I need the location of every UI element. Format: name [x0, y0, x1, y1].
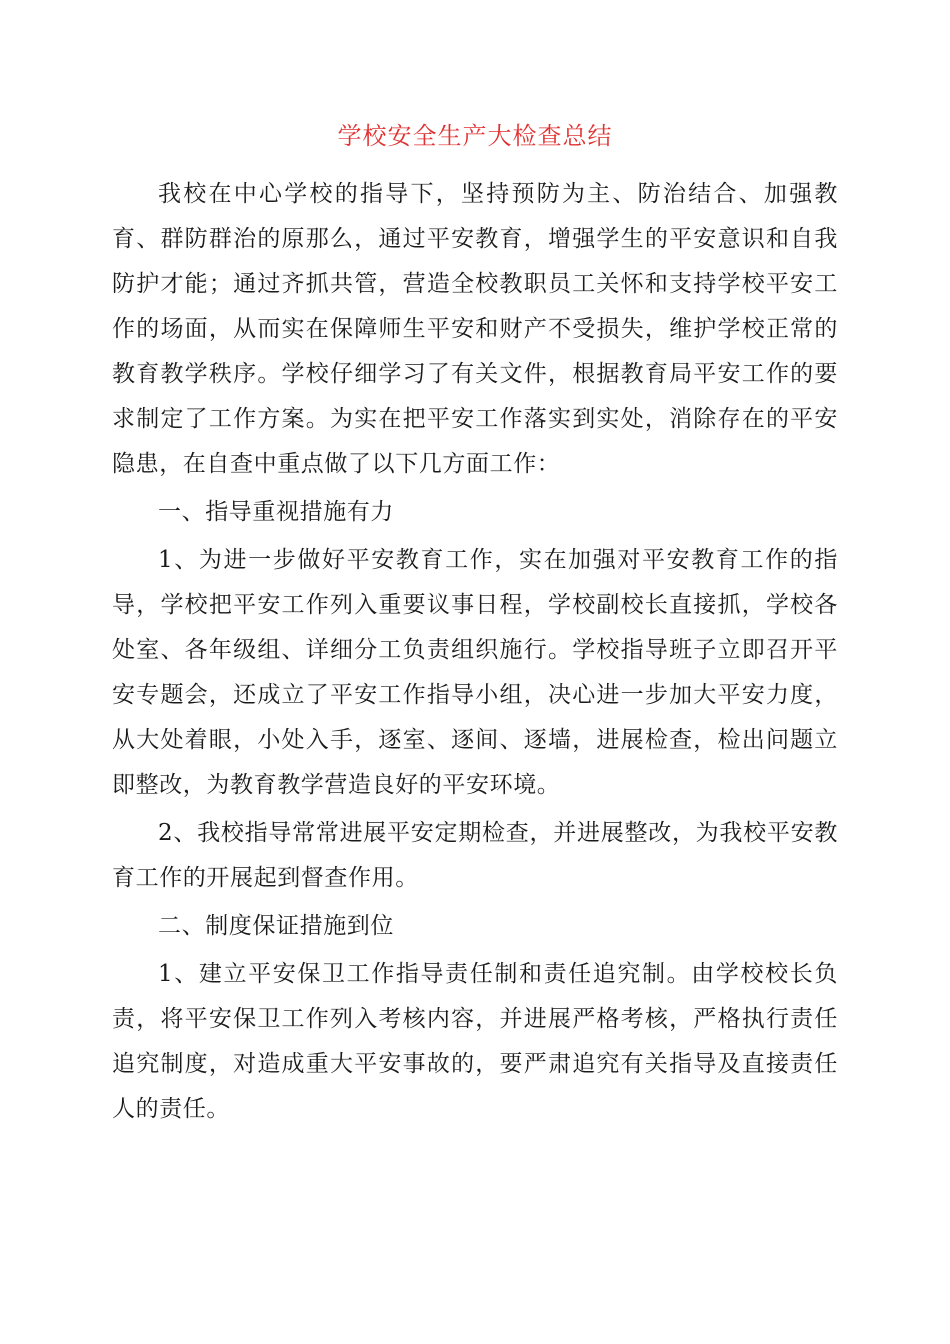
section-2-item-1: 1、建立平安保卫工作指导责任制和责任追究制。由学校校长负 责，将平安保卫工作列入考核内容，并进展严格考核，严格执行责任 追究制度，对造成重大平安事故的，要严肃追究有关指导及直接责任 人的责任。 [112, 961, 838, 1122]
section-1-item-2: 2、我校指导常常进展平安定期检查，并进展整改，为我校平安教 育工作的开展起到督查作用。 [112, 820, 838, 891]
section-heading-1: 一、指导重视措施有力 [158, 499, 394, 525]
section-heading-2: 二、制度保证措施到位 [158, 913, 394, 939]
section-1-item-1: 1、为进一步做好平安教育工作，实在加强对平安教育工作的指 导，学校把平安工作列入重要议事日程，学校副校长直接抓，学校各 处室、各年级组、详细分工负责组织施行。学校指导班子立即召开平 安专题会，还成立了平安工作指导小组，决心进一步加大平安力度， 从大处着眼，小处入手，逐室、逐间、逐墙，进展检查，检出问题立 即整改，为教育教学营造良好的平安环境。 [112, 547, 838, 798]
intro-paragraph: 我校在中心学校的指导下，坚持预防为主、防治结合、加强教 育、群防群治的原那么，通过平安教育，增强学生的平安意识和自我 防护才能；通过齐抓共管，营造全校教职员工关怀和支持学校平安工 作的场面，从而实在保障师生平安和财产不受损失，维护学校正常的 教育教学秩序。学校仔细学习了有关文件，根据教育局平安工作的要 求制定了工作方案。为实在把平安工作落实到实处，消除存在的平安 隐患，在自查中重点做了以下几方面工作： [112, 181, 838, 477]
document-title: 学校安全生产大检查总结 [337, 122, 613, 150]
document-body [112, 172, 838, 1132]
